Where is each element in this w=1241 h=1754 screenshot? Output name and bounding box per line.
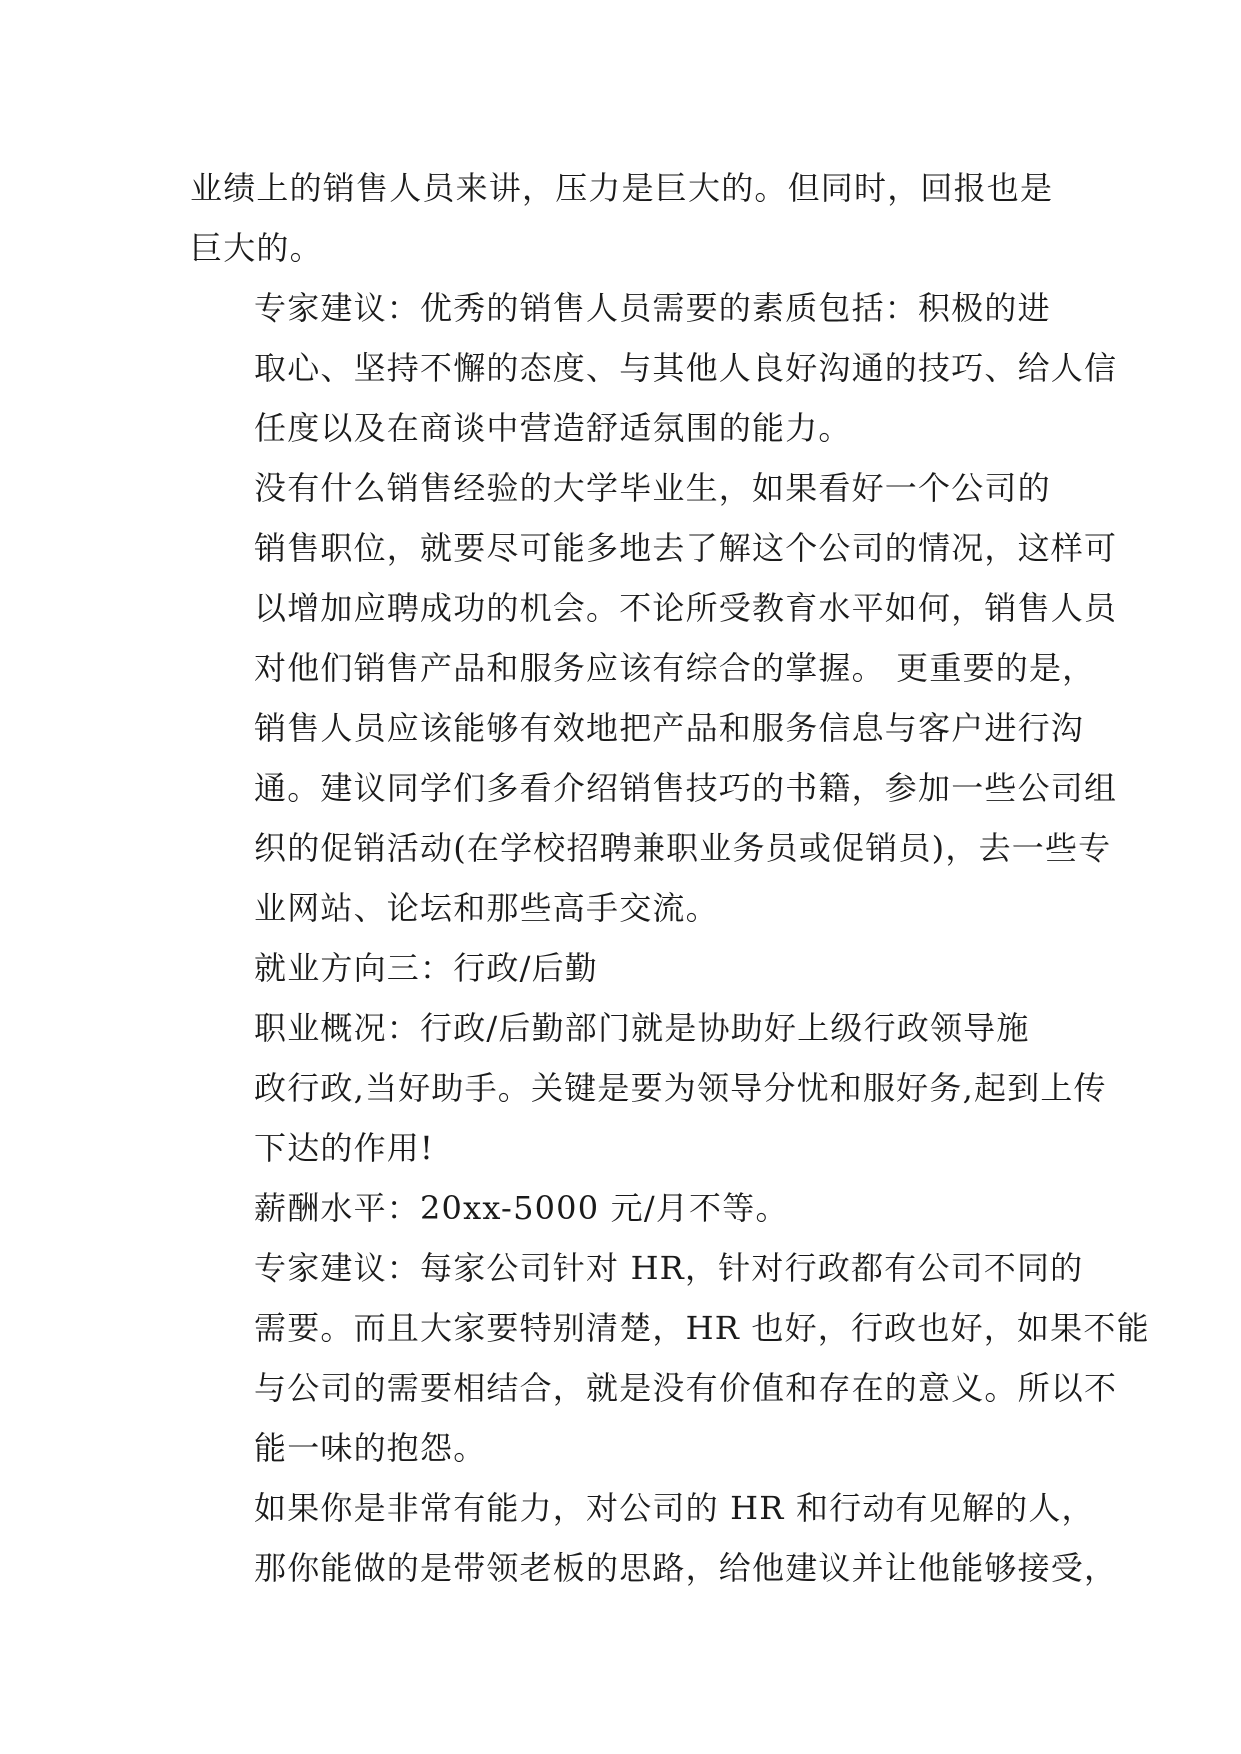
text-line: 专家建议：每家公司针对 HR，针对行政都有公司不同的 <box>254 1249 1084 1287</box>
text-line: 职业概况：行政/后勤部门就是协助好上级行政领导施 <box>254 1009 1030 1047</box>
text-line: 取心、坚持不懈的态度、与其他人良好沟通的技巧、给人信 <box>254 349 1118 387</box>
paragraph <box>190 1478 1118 1598</box>
text-line: 销售人员应该能够有效地把产品和服务信息与客户进行沟 <box>254 709 1085 747</box>
paragraph <box>190 998 1107 1178</box>
paragraph <box>190 278 1118 458</box>
text-line: 对他们销售产品和服务应该有综合的掌握。 更重要的是， <box>254 649 1096 687</box>
paragraph <box>190 458 1118 938</box>
document-body <box>190 158 1150 1598</box>
text-line: 薪酬水平：20xx-5000 元/月不等。 <box>254 1189 789 1227</box>
text-line: 下达的作用! <box>254 1129 435 1167</box>
text-line: 那你能做的是带领老板的思路，给他建议并让他能够接受， <box>254 1549 1118 1587</box>
paragraph <box>190 158 1052 278</box>
paragraph <box>190 1178 1052 1238</box>
text-line: 如果你是非常有能力，对公司的 HR 和行动有见解的人， <box>254 1489 1095 1527</box>
text-line: 与公司的需要相结合，就是没有价值和存在的意义。所以不 <box>254 1369 1118 1407</box>
paragraph <box>190 1238 1150 1478</box>
text-line: 没有什么销售经验的大学毕业生，如果看好一个公司的 <box>254 469 1051 507</box>
text-line: 织的促销活动(在学校招聘兼职业务员或促销员)，去一些专 <box>254 829 1112 867</box>
text-line: 就业方向三：行政/后勤 <box>254 949 598 987</box>
text-line: 任度以及在商谈中营造舒适氛围的能力。 <box>254 409 852 447</box>
text-line: 巨大的。 <box>190 229 323 267</box>
text-line: 业绩上的销售人员来讲，压力是巨大的。但同时，回报也是 <box>190 169 1054 207</box>
text-line: 业网站、论坛和那些高手交流。 <box>254 889 719 927</box>
text-line: 以增加应聘成功的机会。不论所受教育水平如何，销售人员 <box>254 589 1118 627</box>
text-line: 通。建议同学们多看介绍销售技巧的书籍，参加一些公司组 <box>254 769 1118 807</box>
text-line: 能一味的抱怨。 <box>254 1429 487 1467</box>
text-line: 专家建议：优秀的销售人员需要的素质包括：积极的进 <box>254 289 1051 327</box>
text-line: 政行政,当好助手。关键是要为领导分忧和服好务,起到上传 <box>254 1069 1107 1107</box>
paragraph <box>190 938 1052 998</box>
text-line: 销售职位，就要尽可能多地去了解这个公司的情况，这样可 <box>254 529 1118 567</box>
text-line: 需要。而且大家要特别清楚，HR 也好，行政也好，如果不能 <box>254 1309 1150 1347</box>
